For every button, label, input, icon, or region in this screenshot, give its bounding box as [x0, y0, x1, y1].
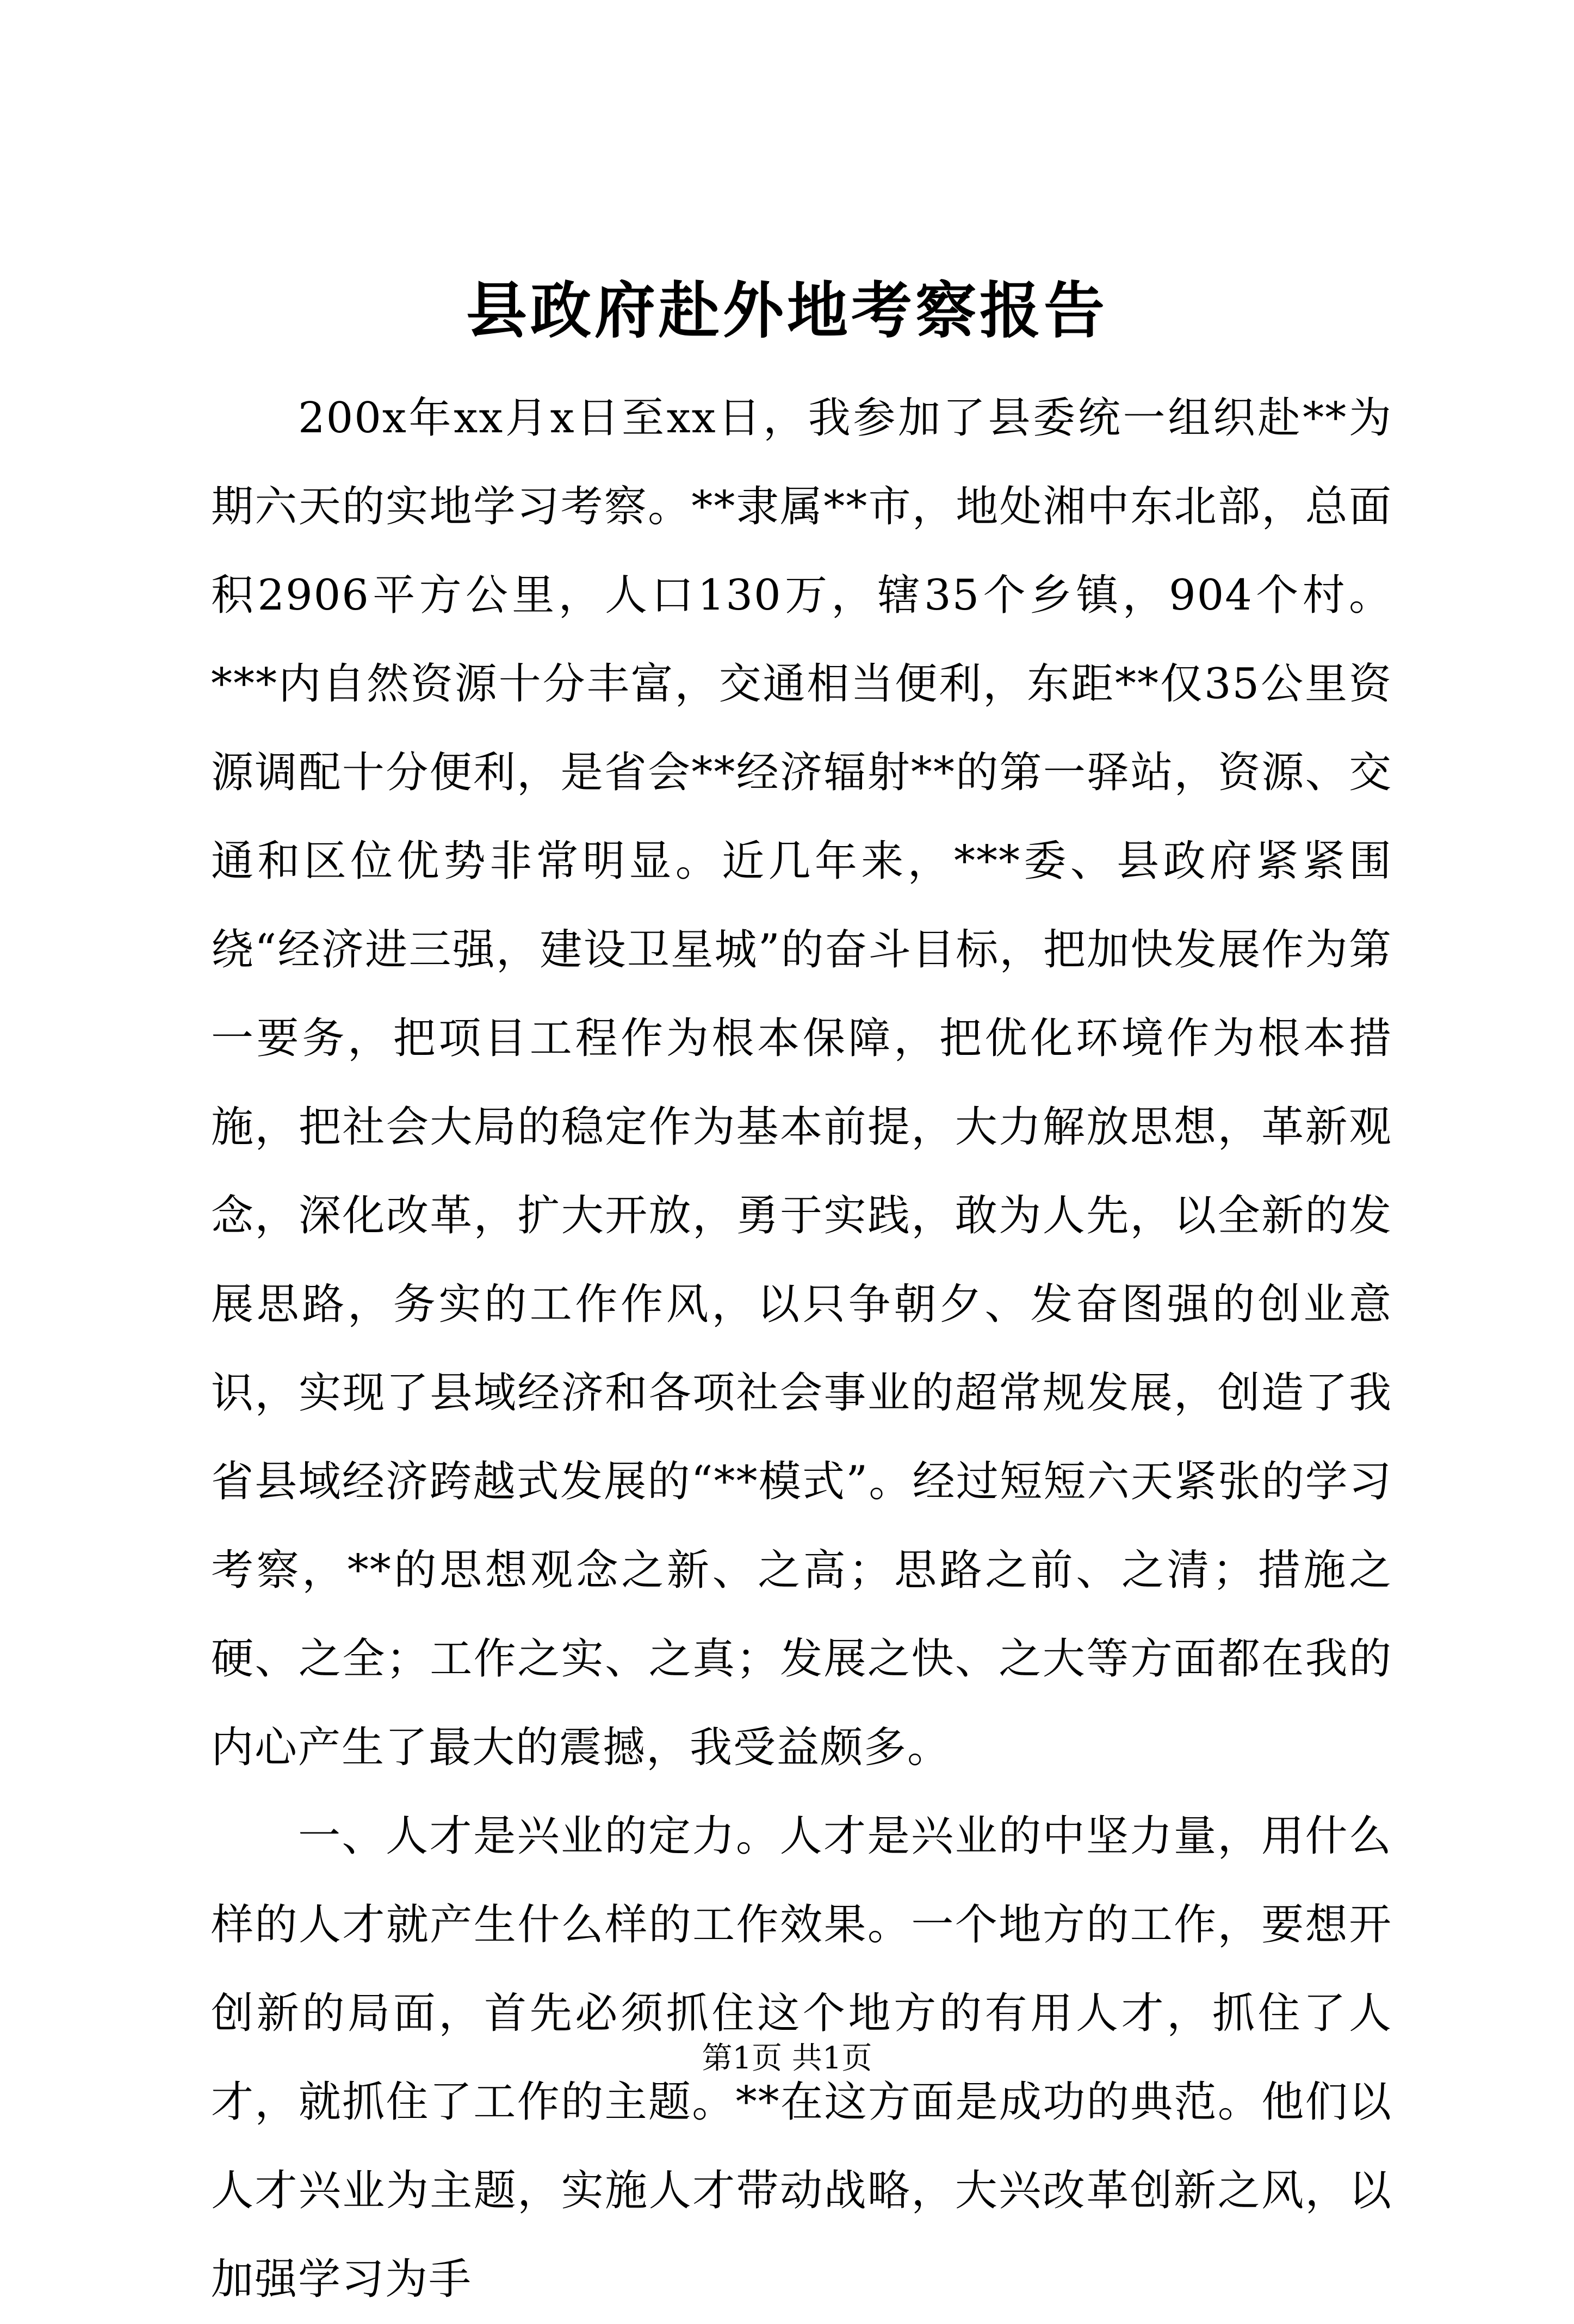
paragraph-section-one: 一、人才是兴业的定力。人才是兴业的中坚力量，用什么样的人才就产生什么样的工作效果。一个地方的工作，要想开创新的局面，首先必须抓住这个地方的有用人才，抓住了人才，就抓住了工作的主题。**在这方面是成功的典范。他们以人才兴业为主题，实施人才带动战略，大兴改革创新之风，以加强学习为手 [211, 1812, 1392, 2304]
page-footer: 第1页 共1页 [702, 2041, 872, 2076]
document-title: 县政府赴外地考察报告 [466, 275, 1108, 346]
document-body [211, 374, 1392, 2324]
paragraph-intro: 200x年xx月x日至xx日，我参加了县委统一组织赴**为期六天的实地学习考察。**隶属**市，地处湘中东北部，总面积2906平方公里，人口130万，辖35个乡镇，904个村。***内自然资源十分丰富，交通相当便利，东距**仅35公里资源调配十分便利，是省会**经济辐射**的第一驿站，资源、交通和区位优势非常明显。近几年来，***委、县政府紧紧围绕“经济进三强，建设卫星城”的奋斗目标，把加快发展作为第一要务，把项目工程作为根本保障，把优化环境作为根本措施，把社会大局的稳定作为基本前提，大力解放思想，革新观念，深化改革，扩大开放，勇于实践，敢为人先，以全新的发展思路，务实的工作作风，以只争朝夕、发奋图强的创业意识，实现了县域经济和各项社会事业的超常规发展，创造了我省县域经济跨越式发展的“**模式”。经过短短六天紧张的学习考察，**的思想观念之新、之高；思路之前、之清；措施之硬、之全；工作之实、之真；发展之快、之大等方面都在我的内心产生了最大的震撼，我受益颇多。 [211, 394, 1392, 1772]
